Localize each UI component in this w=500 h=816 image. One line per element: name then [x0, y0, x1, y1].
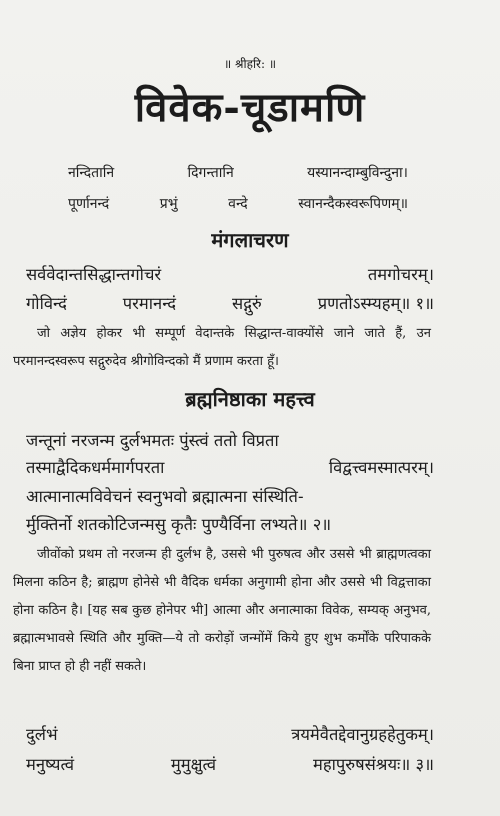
- verse-segment: प्रणतोऽस्म्यहम्॥ १॥: [317, 294, 434, 313]
- verse-segment: त्रयमेवैतद्देवानुग्रहहेतुकम्।: [291, 725, 434, 744]
- verse-1-line-2: [26, 291, 434, 314]
- section-heading-brahmanishtha: ब्रह्मनिष्ठाका महत्त्व: [185, 387, 315, 411]
- section-heading-mangalacharan: मंगलाचरण: [211, 228, 289, 252]
- invocation-line-2: [68, 194, 408, 213]
- translation-text: जीवोंको प्रथम तो नरजन्म ही दुर्लभ है, उससे भी पुरुषत्व और उससे भी ब्राह्मणत्वका मिलना कठिन है; ब्राह्मण होनेसे भी वैदिक धर्मका अनुगामी होना और उससे भी विद्वत्ताका होना कठिन है। [यह सब कुछ होनेपर भी] आत्मा और अनात्माका विवेक, सम्यक् अनुभव, ब्रह्मात्मभावसे स्थिति और मुक्ति—ये तो करोड़ों जन्मोंमें किये हुए शुभ कर्मोंके परिपाकके बिना प्राप्त हो ही नहीं सकते।: [13, 547, 431, 674]
- verse-segment: गोविन्दं: [26, 294, 67, 313]
- translation-paragraph-1: [13, 320, 431, 376]
- invocation-word: स्वानन्दैकस्वरूपिणम्॥: [298, 196, 408, 212]
- header-invocation-mark: ॥ श्रीहरि: ॥: [223, 57, 277, 71]
- verse-segment: तस्माद्वैदिकधर्ममार्गपरता: [26, 458, 165, 477]
- verse-segment: सद्गुरुं: [231, 294, 262, 313]
- verse-3-line-1: [26, 722, 434, 745]
- invocation-word: प्रभुं: [159, 196, 178, 212]
- invocation-word: वन्दे: [228, 196, 248, 212]
- verse-segment: परमानन्दं: [122, 294, 177, 313]
- verse-segment: तमगोचरम्।: [367, 265, 434, 284]
- verse-segment: मनुष्यत्वं: [26, 755, 74, 774]
- invocation-line-1: [68, 163, 408, 182]
- verse-segment: सर्ववेदान्तसिद्धान्तगोचरं: [26, 265, 162, 284]
- verse-segment: महापुरुषसंश्रयः॥ ३॥: [312, 755, 434, 774]
- verse-segment: मुमुक्षुत्वं: [170, 755, 217, 774]
- translation-text: जो अज्ञेय होकर भी सम्पूर्ण वेदान्तके सिद्धान्त-वाक्योंसे जाने जाते हैं, उन परमानन्दस्वरूप सद्गुरुदेव श्रीगोविन्दको मैं प्रणाम करता हूँ।: [13, 326, 431, 369]
- verse-segment: विद्वत्त्वमस्मात्परम्।: [328, 458, 434, 477]
- verse-segment: र्मुक्तिर्नो शतकोटिजन्मसु कृतैः पुण्यैर्विना लभ्यते॥ २॥: [26, 515, 332, 534]
- invocation-word: दिगन्तानि: [187, 165, 234, 181]
- translation-paragraph-2: [13, 541, 431, 681]
- verse-3-line-2: [26, 752, 434, 775]
- page-title: विवेक-चूडामणि: [134, 84, 366, 131]
- verse-segment: जन्तूनां नरजन्म दुर्लभमतः पुंस्त्वं ततो विप्रता: [26, 431, 279, 450]
- verse-segment: दुर्लभं: [26, 725, 58, 744]
- invocation-word: यस्यानन्दाम्बुविन्दुना।: [307, 165, 408, 181]
- verse-2-line-4: [26, 512, 434, 535]
- invocation-word: नन्दितानि: [68, 165, 115, 181]
- verse-1-line-1: [26, 262, 434, 285]
- verse-2-line-3: [26, 484, 434, 507]
- verse-2-line-1: [26, 428, 434, 451]
- invocation-word: पूर्णानन्दं: [68, 196, 110, 212]
- verse-2-line-2: [26, 455, 434, 478]
- verse-segment: आत्मानात्मविवेचनं स्वनुभवो ब्रह्मात्मना संस्थिति-: [26, 487, 304, 506]
